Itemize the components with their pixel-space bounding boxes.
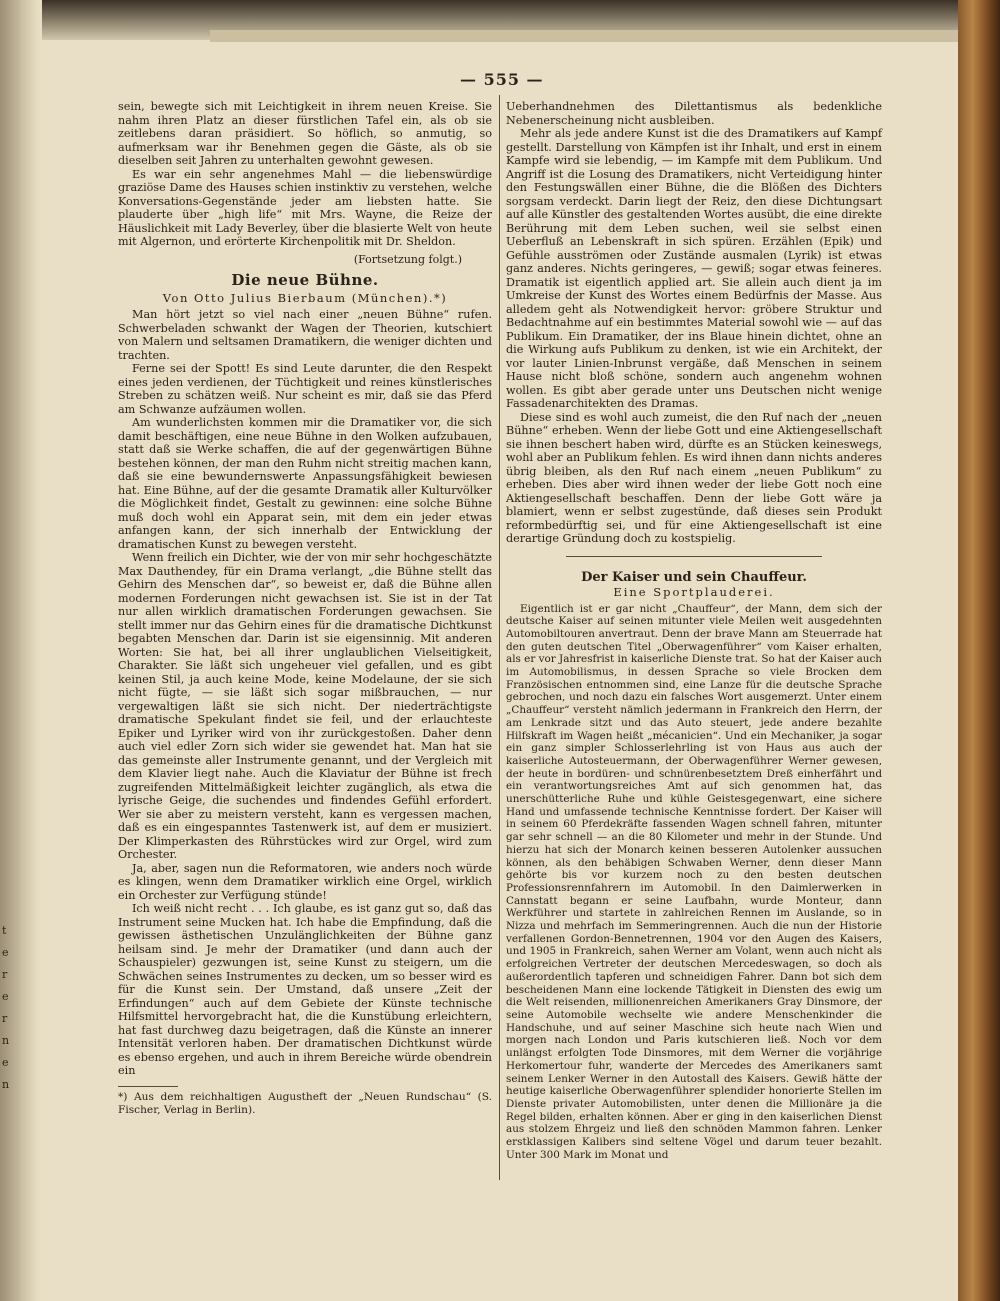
page-fold: [20, 0, 42, 1301]
paragraph: Mehr als jede andere Kunst ist die des Dramatikers auf Kampf gestellt. Darstellung von Kämpfen ist ihr Inhalt, und erst in einem Kampfe wird sie lebendig, — im Kampfe mit dem Publikum. Und Angriff ist die Losung des Dramatikers, nicht Verteidigung hinter den Festungswällen einer Bühne, die die Blößen des Dichters sorgsam verdeckt. Darin liegt der Reiz, den diese Dichtungsart auf alle Künstler des gestaltenden Wortes ausübt, die eine direkte Berührung mit dem Leben suchen, weil sie selbst einen Ueberfluß an Lebenskraft in sich spüren. Erzählen (Epik) und Gefühle ausströmen oder Zustände ausmalen (Lyrik) ist etwas ganz anderes. Nichts geringeres, — gewiß; sogar etwas feineres. Dramatik ist eigentlich applied art. Sie allein auch dient ja im Umkreise der Kunst des Wortes einem Bedürfnis der Masse. Aus alledem geht als Notwendigkeit hervor: gröbere Struktur und Bedachtnahme auf ein bestimmtes Material sowohl wie — auf das Publikum. Ein Dramatiker, der ins Blaue hinein dichtet, ohne an die Wirkung aufs Publikum zu denken, ist wie ein Architekt, der vor lauter Linien-Inbrunst vergäße, daß Menschen in seinem Hause nicht bloß schöne, sondern auch angenehm wohnen wollen. Es gibt aber gerade unter uns Deutschen nicht wenige Fassadenarchitekten des Dramas.: [506, 127, 882, 410]
paragraph: Am wunderlichsten kommen mir die Dramatiker vor, die sich damit beschäftigen, eine neue Bühne in den Wolken aufzubauen, statt daß sie Werke schaffen, die auf der gegenwärtigen Bühne bestehen können, der man den Ruhm nicht streitig machen kann, daß sie eine bewundernswerte Anpassungsfähigkeit bewiesen hat. Eine Bühne, auf der die gesamte Dramatik aller Kulturvölker die Möglichkeit findet, Gestalt zu gewinnen: eine solche Bühne muß doch wohl ein Apparat sein, mit dem ein jeder etwas anfangen kann, der sich innerhalb der Entwicklung der dramatischen Kunst zu bewegen versteht.: [118, 416, 492, 551]
left-intro-text: [118, 100, 492, 249]
article-body-neue-buehne: [118, 308, 492, 1078]
margin-letter: r: [2, 968, 8, 981]
paragraph: Man hört jetzt so viel nach einer „neuen Bühne“ rufen. Schwerbeladen schwankt der Wagen der Theorien, kutschiert von Malern und seltsamen Dramatikern, die weniger dichten und trachten.: [118, 308, 492, 362]
footnote-rule: [118, 1086, 178, 1087]
article-body-kaiser: [506, 603, 882, 1162]
column-divider: [499, 95, 500, 1180]
carry-over-text: [506, 100, 882, 546]
margin-letter: n: [2, 1034, 10, 1047]
left-column: [118, 100, 492, 1117]
paragraph: Es war ein sehr angenehmes Mahl — die liebenswürdige graziöse Dame des Hauses schien instinktiv zu verstehen, welche Konversations-Gegenstände jeder am liebsten hatte. Sie plauderte über „high life“ mit Mrs. Wayne, die Reize der Häuslichkeit mit Lady Beverley, über die blasierte Welt von heute mit Algernon, und erörterte Kirchenpolitik mit Dr. Sheldon.: [118, 167, 492, 248]
continuation-note: (Fortsetzung folgt.): [353, 252, 462, 266]
section-rule: [566, 556, 822, 557]
paragraph: Ich weiß nicht recht . . . Ich glaube, es ist ganz gut so, daß das Instrument seine Mucken hat. Ich habe die Empfindung, daß die gewissen ästhetischen Unzulänglichkeiten der Bühne ganz heilsam sind. Je mehr der Dramatiker (und dann auch der Schauspieler) gezwungen ist, seine Kunst zu steigern, um die Schwächen seines Instrumentes zu decken, um so besser wird es für die Kunst sein. Der Umstand, daß unsere „Zeit der Erfindungen“ auch auf dem Gebiete der Künste technische Hilfsmittel hervorgebracht hat, die die Kunstübung erleichtern, hat fast durchweg dazu beigetragen, daß die Künste an innerer Intensität verloren haben. Der dramatischen Dichtkunst würde es ebenso ergehen, und auch in ihrem Bereiche würde obendrein ein: [118, 902, 492, 1077]
paragraph: Ferne sei der Spott! Es sind Leute darunter, die den Respekt eines jeden verdienen, der Tüchtigkeit und reines künstlerisches Streben zu schätzen weiß. Nur scheint es mir, daß sie das Pferd am Schwanze aufzäumen wollen.: [118, 362, 492, 416]
page-number: — 555 —: [460, 70, 544, 89]
book-spine-edge: [958, 0, 1000, 1301]
article-title-neue-buehne: Die neue Bühne.: [231, 271, 379, 289]
paragraph: Ja, aber, sagen nun die Reformatoren, wie anders noch würde es klingen, wenn dem Dramatiker wirklich eine Orgel, wirklich ein Orchester zur Verfügung stünde!: [118, 861, 492, 902]
article-title-kaiser: Der Kaiser und sein Chauffeur.: [581, 569, 807, 585]
paragraph: sein, bewegte sich mit Leichtigkeit in ihrem neuen Kreise. Sie nahm ihren Platz an dieser fürstlichen Tafel ein, als ob sie zeitlebens daran präsidiert. So höflich, so anmutig, so aufmerksam war ihr Benehmen gegen die Gäste, als ob sie dieselben seit Jahren zu unterhalten gewohnt gewesen.: [118, 100, 492, 167]
article-author: Von Otto Julius Bierbaum (München).*): [162, 290, 448, 305]
paragraph: Eigentlich ist er gar nicht „Chauffeur“, der Mann, dem sich der deutsche Kaiser auf seinen mitunter viele Meilen weit ausgedehnten Automobiltouren anvertraut. Denn der brave Mann am Steuerrade hat den guten deutschen Titel „Oberwagenführer“ vom Kaiser erhalten, als er vor Jahresfrist in kaiserliche Dienste trat. So hat der Kaiser auch im Automobilismus, in dessen Sprache so viele Brocken dem Französischen entnommen sind, eine Lanze für die deutsche Sprache gebrochen, und noch dazu ein falsches Wort ausgemerzt. Unter einem „Chauffeur“ versteht nämlich jedermann in Frankreich den Herrn, der am Lenkrade sitzt und das Auto steuert, jede andere bezahlte Hilfskraft im Wagen heißt „mécanicien“. Und ein Mechaniker, ja sogar ein ganz simpler Schlosserlehrling ist von Haus aus auch der kaiserliche Autosteuermann, der Oberwagenführer Werner gewesen, der heute in bordüren- und schnürenbesetztem Dreß einherfährt und ein verantwortungsreiches Amt auf sich genommen hat, das unerschütterliche Ruhe und kühle Geistesgegenwart, eine sichere Hand und umfassende technische Kenntnisse fordert. Der Kaiser will in seinem 60 Pferdekräfte fassenden Wagen schnell fahren, mitunter gar sehr schnell — an die 80 Kilometer und mehr in der Stunde. Und hierzu hat sich der Monarch keinen besseren Autolenker aussuchen können, als den behäbigen Schwaben Werner, denn dieser Mann gehörte bis vor kurzem noch zu den besten deutschen Professionsrennfahrern im Automobil. In den Daimlerwerken in Cannstatt begann er seine Laufbahn, wurde Monteur, dann Werkführer und startete in zahlreichen Rennen im Auslande, so in Nizza und mehrfach im Semmeringrennen. Auch die nun der Historie verfallenen Gordon-Bennetrennen, 1904 vor den Augen des Kaisers, und 1905 in Frankreich, sahen Werner am Volant, wenn auch nicht als erfolgreichen Vertreter der deutschen Mercedeswagen, so doch als außerordentlich tapferen und schneidigen Fahrer. Dann bot sich dem bescheidenen Mann eine lockende Tätigkeit in Diensten des ewig um die Welt reisenden, millionenreichen Amerikaners Gray Dinsmore, der seine Automobile wechselte wie andere Menschenkinder die Handschuhe, und auf seiner Maschine sich heute nach Wien und morgen nach London und Paris kutschieren ließ. Noch vor dem unlängst erfolgten Tode Dinsmores, mit dem Werner die vorjährige Herkomertour fuhr, wanderte der Mercedes des Amerikaners samt seinem Lenker Werner in den Autostall des Kaisers. Gewiß hätte der heutige kaiserliche Oberwagenführer splendider honorierte Stellen im Dienste privater Automobilisten, unter denen die Millionäre ja die Regel bilden, erhalten können. Aber er ging in den kaiserlichen Dienst aus stolzem Ehrgeiz und ließ den schnöden Mammon fahren. Lenker erstklassigen Kalibers sind seltene Vögel und darum teuer bezahlt. Unter 300 Mark im Monat und: [506, 602, 882, 1161]
margin-letter: e: [2, 990, 9, 1003]
paragraph: Diese sind es wohl auch zumeist, die den Ruf nach der „neuen Bühne“ erheben. Wenn der liebe Gott und eine Aktiengesellschaft sie ihnen beschert haben wird, dürfte es an Stücken keineswegs, wohl aber an Publikum fehlen. Es wird ihnen dann nichts anderes übrig bleiben, als den Ruf nach einem „neuen Publikum“ zu erheben. Dies aber wird ihnen weder der liebe Gott noch eine Aktiengesellschaft beschaffen. Denn der liebe Gott wäre ja blamiert, wenn er selbst zugestünde, daß dieses sein Produkt reformbedürftig sei, und für eine Aktiengesellschaft ist eine derartige Gründung doch zu kostspielig.: [506, 410, 882, 545]
paragraph: Wenn freilich ein Dichter, wie der von mir sehr hochgeschätzte Max Dauthendey, für ein Drama verlangt, „die Bühne stellt das Gehirn des Menschen dar“, so beweist er, daß die Bühne allen modernen Forderungen nicht gewachsen ist. Sie ist in der Tat nur allen wirklich dramatischen Forderungen gewachsen. Sie stellt immer nur das Gehirn eines für die dramatische Dichtkunst begabten Menschen dar. Darin ist sie eigensinnig. Mit anderen Worten: Sie hat, bei all ihrer unglaublichen Vielseitigkeit, Charakter. Sie läßt sich ungeheuer viel gefallen, und es gibt keinen Stil, ja auch keine Mode, keine Modelaune, der sie sich nicht fügte, — sie läßt sich sogar mißbrauchen, — nur vergewaltigen läßt sie sich nicht. Der niederträchtigste dramatische Spekulant findet sie feil, und der erlauchteste Epiker und Lyriker wird von ihr zurückgestoßen. Daher denn auch viel edler Zorn sich wider sie gewendet hat. Man hat sie das gemeinste aller Instrumente genannt, und der Vergleich mit dem Klavier liegt nahe. Auch die Klaviatur der Bühne ist frech zugreifenden Mittelmäßigkeit leichter zugänglich, als etwa die lyrische Geige, die suchendes und findendes Gefühl erfordert. Wer sie aber zu meistern versteht, kann es vergessen machen, daß es ein eingespanntes Tastenwerk ist, auf dem er musiziert. Der Klimperkasten des Rührstückes wird zur Orgel, wird zum Orchester.: [118, 551, 492, 861]
margin-letter: t: [2, 924, 7, 937]
article-subtitle: Eine Sportplauderei.: [613, 585, 775, 599]
paragraph: Ueberhandnehmen des Dilettantismus als bedenkliche Nebenerscheinung nicht ausbleiben.: [506, 100, 882, 127]
left-margin-fragments: [2, 920, 16, 1096]
book-top-edge-inner: [210, 30, 970, 42]
margin-letter: e: [2, 1056, 9, 1069]
right-column: [506, 100, 882, 1161]
footnote: *) Aus dem reichhaltigen Augustheft der „Neuen Rundschau“ (S. Fischer, Verlag in Berlin).: [118, 1090, 492, 1116]
margin-letter: r: [2, 1012, 8, 1025]
margin-letter: n: [2, 1078, 10, 1091]
margin-letter: e: [2, 946, 9, 959]
